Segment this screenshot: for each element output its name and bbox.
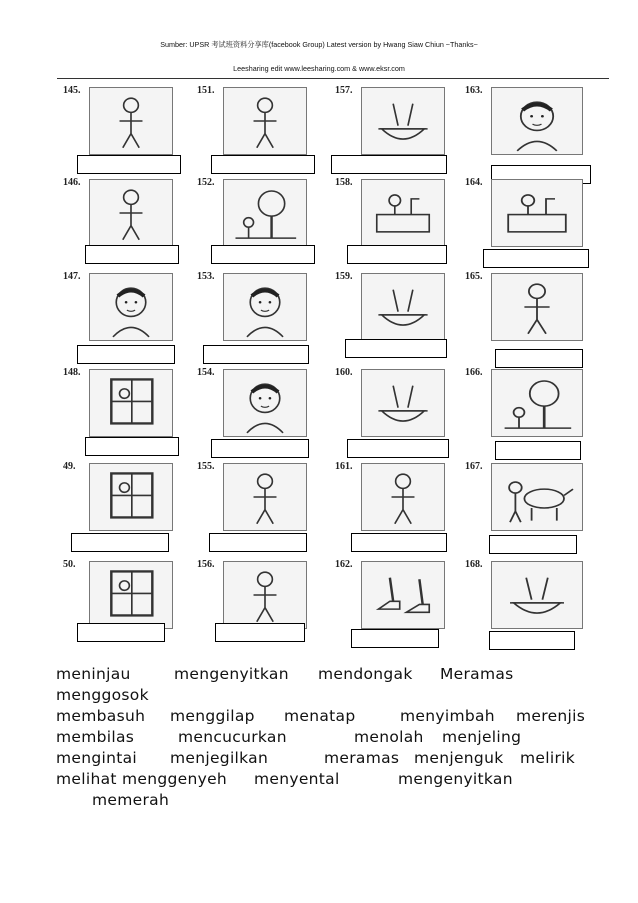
header-credits: Leesharing edit www.leesharing.com & www.eksr.com — [233, 64, 405, 73]
item-number: 148. — [63, 367, 81, 378]
exercise-item — [335, 459, 447, 553]
word: mengenyitkan — [398, 770, 513, 788]
sketch-icon — [492, 274, 582, 340]
word: menggilap — [170, 707, 255, 725]
item-number: 160. — [335, 367, 353, 378]
answer-box[interactable] — [345, 339, 447, 358]
word: menyental — [254, 770, 340, 788]
item-number: 165. — [465, 271, 483, 282]
answer-box[interactable] — [85, 245, 179, 264]
exercise-item — [465, 365, 585, 459]
illustration — [89, 273, 173, 341]
illustration — [223, 273, 307, 341]
illustration — [491, 463, 583, 531]
answer-box[interactable] — [209, 533, 307, 552]
item-number: 156. — [197, 559, 215, 570]
word: membasuh — [56, 707, 146, 725]
item-number: 155. — [197, 461, 215, 472]
item-number: 158. — [335, 177, 353, 188]
illustration — [491, 87, 583, 155]
exercise-item — [465, 459, 585, 553]
word: mengenyitkan — [174, 665, 289, 683]
answer-box[interactable] — [77, 155, 181, 174]
answer-box[interactable] — [77, 623, 165, 642]
sketch-icon — [362, 274, 444, 340]
sketch-icon — [224, 464, 306, 530]
answer-box[interactable] — [331, 155, 447, 174]
word: menyimbah — [400, 707, 495, 725]
answer-box[interactable] — [489, 535, 577, 554]
word-line — [56, 790, 616, 811]
picture-grid — [57, 78, 609, 657]
header-source: Sumber: UPSR 考试班资料分享库(facebook Group) Latest version by Hwang Siaw Chiun ~Thanks~ — [160, 40, 478, 49]
exercise-item — [465, 175, 585, 269]
answer-box[interactable] — [351, 533, 447, 552]
sketch-icon — [492, 180, 582, 246]
illustration — [89, 561, 173, 629]
exercise-item — [63, 269, 175, 363]
word: membilas — [56, 728, 135, 746]
exercise-item — [335, 269, 447, 363]
illustration — [361, 369, 445, 437]
word: menolah — [354, 728, 424, 746]
answer-box[interactable] — [211, 155, 315, 174]
sketch-icon — [224, 88, 306, 154]
word-line — [56, 769, 616, 790]
item-number: 159. — [335, 271, 353, 282]
sketch-icon — [362, 562, 444, 628]
word: Meramas — [440, 665, 514, 683]
illustration — [89, 179, 173, 247]
answer-box[interactable] — [483, 249, 589, 268]
sketch-icon — [362, 370, 444, 436]
word-line — [56, 664, 616, 685]
exercise-item — [63, 557, 175, 651]
item-number: 151. — [197, 85, 215, 96]
illustration — [361, 273, 445, 341]
item-number: 166. — [465, 367, 483, 378]
sketch-icon — [90, 562, 172, 628]
illustration — [491, 273, 583, 341]
item-number: 49. — [63, 461, 76, 472]
exercise-item — [335, 557, 447, 651]
illustration — [491, 561, 583, 629]
exercise-item — [197, 557, 309, 651]
exercise-item — [63, 83, 175, 177]
word: menjenguk — [414, 749, 504, 767]
exercise-item — [197, 459, 309, 553]
item-number: 147. — [63, 271, 81, 282]
word: melihat — [56, 770, 117, 788]
word: menggenyeh — [122, 770, 228, 788]
item-number: 146. — [63, 177, 81, 188]
answer-box[interactable] — [495, 441, 581, 460]
item-number: 154. — [197, 367, 215, 378]
answer-box[interactable] — [347, 245, 447, 264]
item-number: 167. — [465, 461, 483, 472]
sketch-icon — [362, 464, 444, 530]
exercise-item — [197, 269, 309, 363]
sketch-icon — [492, 88, 582, 154]
illustration — [223, 463, 307, 531]
answer-box[interactable] — [347, 439, 449, 458]
word: mencucurkan — [178, 728, 287, 746]
exercise-item — [335, 365, 447, 459]
answer-box[interactable] — [211, 245, 315, 264]
illustration — [89, 87, 173, 155]
sketch-icon — [492, 464, 582, 530]
exercise-item — [465, 557, 585, 651]
answer-box[interactable] — [203, 345, 309, 364]
exercise-item — [465, 269, 585, 363]
illustration — [361, 561, 445, 629]
sketch-icon — [90, 370, 172, 436]
word-line — [56, 727, 616, 748]
sketch-icon — [224, 274, 306, 340]
illustration — [223, 369, 307, 437]
illustration — [223, 179, 307, 247]
item-number: 164. — [465, 177, 483, 188]
item-number: 145. — [63, 85, 81, 96]
word-line — [56, 748, 616, 769]
sketch-icon — [90, 180, 172, 246]
word-bank — [56, 664, 616, 811]
item-number: 157. — [335, 85, 353, 96]
illustration — [89, 463, 173, 531]
exercise-item — [197, 365, 309, 459]
exercise-item — [197, 83, 309, 177]
illustration — [223, 87, 307, 155]
sketch-icon — [492, 562, 582, 628]
word: menatap — [284, 707, 356, 725]
word: memerah — [92, 791, 170, 809]
exercise-item — [335, 175, 447, 269]
word-line — [56, 706, 616, 727]
exercise-item — [465, 83, 585, 177]
word: meninjau — [56, 665, 131, 683]
answer-box[interactable] — [211, 439, 309, 458]
word: mendongak — [318, 665, 413, 683]
illustration — [361, 463, 445, 531]
exercise-item — [63, 365, 175, 459]
item-number: 152. — [197, 177, 215, 188]
sketch-icon — [90, 464, 172, 530]
illustration — [491, 369, 583, 437]
answer-box[interactable] — [215, 623, 305, 642]
word: mengintai — [56, 749, 138, 767]
answer-box[interactable] — [71, 533, 169, 552]
sketch-icon — [90, 88, 172, 154]
illustration — [361, 179, 445, 247]
sketch-icon — [492, 370, 582, 436]
answer-box[interactable] — [489, 631, 575, 650]
answer-box[interactable] — [77, 345, 175, 364]
word: menggosok — [56, 686, 149, 704]
illustration — [491, 179, 583, 247]
word: menjeling — [442, 728, 522, 746]
item-number: 161. — [335, 461, 353, 472]
answer-box[interactable] — [85, 437, 179, 456]
word: merenjis — [516, 707, 586, 725]
sketch-icon — [362, 88, 444, 154]
item-number: 153. — [197, 271, 215, 282]
sketch-icon — [224, 562, 306, 628]
sketch-icon — [224, 180, 306, 246]
word: meramas — [324, 749, 400, 767]
answer-box[interactable] — [351, 629, 439, 648]
item-number: 163. — [465, 85, 483, 96]
item-number: 162. — [335, 559, 353, 570]
exercise-item — [63, 175, 175, 269]
sketch-icon — [224, 370, 306, 436]
word: melirik — [520, 749, 576, 767]
sketch-icon — [362, 180, 444, 246]
sketch-icon — [90, 274, 172, 340]
item-number: 168. — [465, 559, 483, 570]
exercise-item — [63, 459, 175, 553]
illustration — [223, 561, 307, 629]
item-number: 50. — [63, 559, 76, 570]
word-line — [56, 685, 616, 706]
exercise-item — [335, 83, 447, 177]
illustration — [361, 87, 445, 155]
illustration — [89, 369, 173, 437]
exercise-item — [197, 175, 309, 269]
word: menjegilkan — [170, 749, 269, 767]
